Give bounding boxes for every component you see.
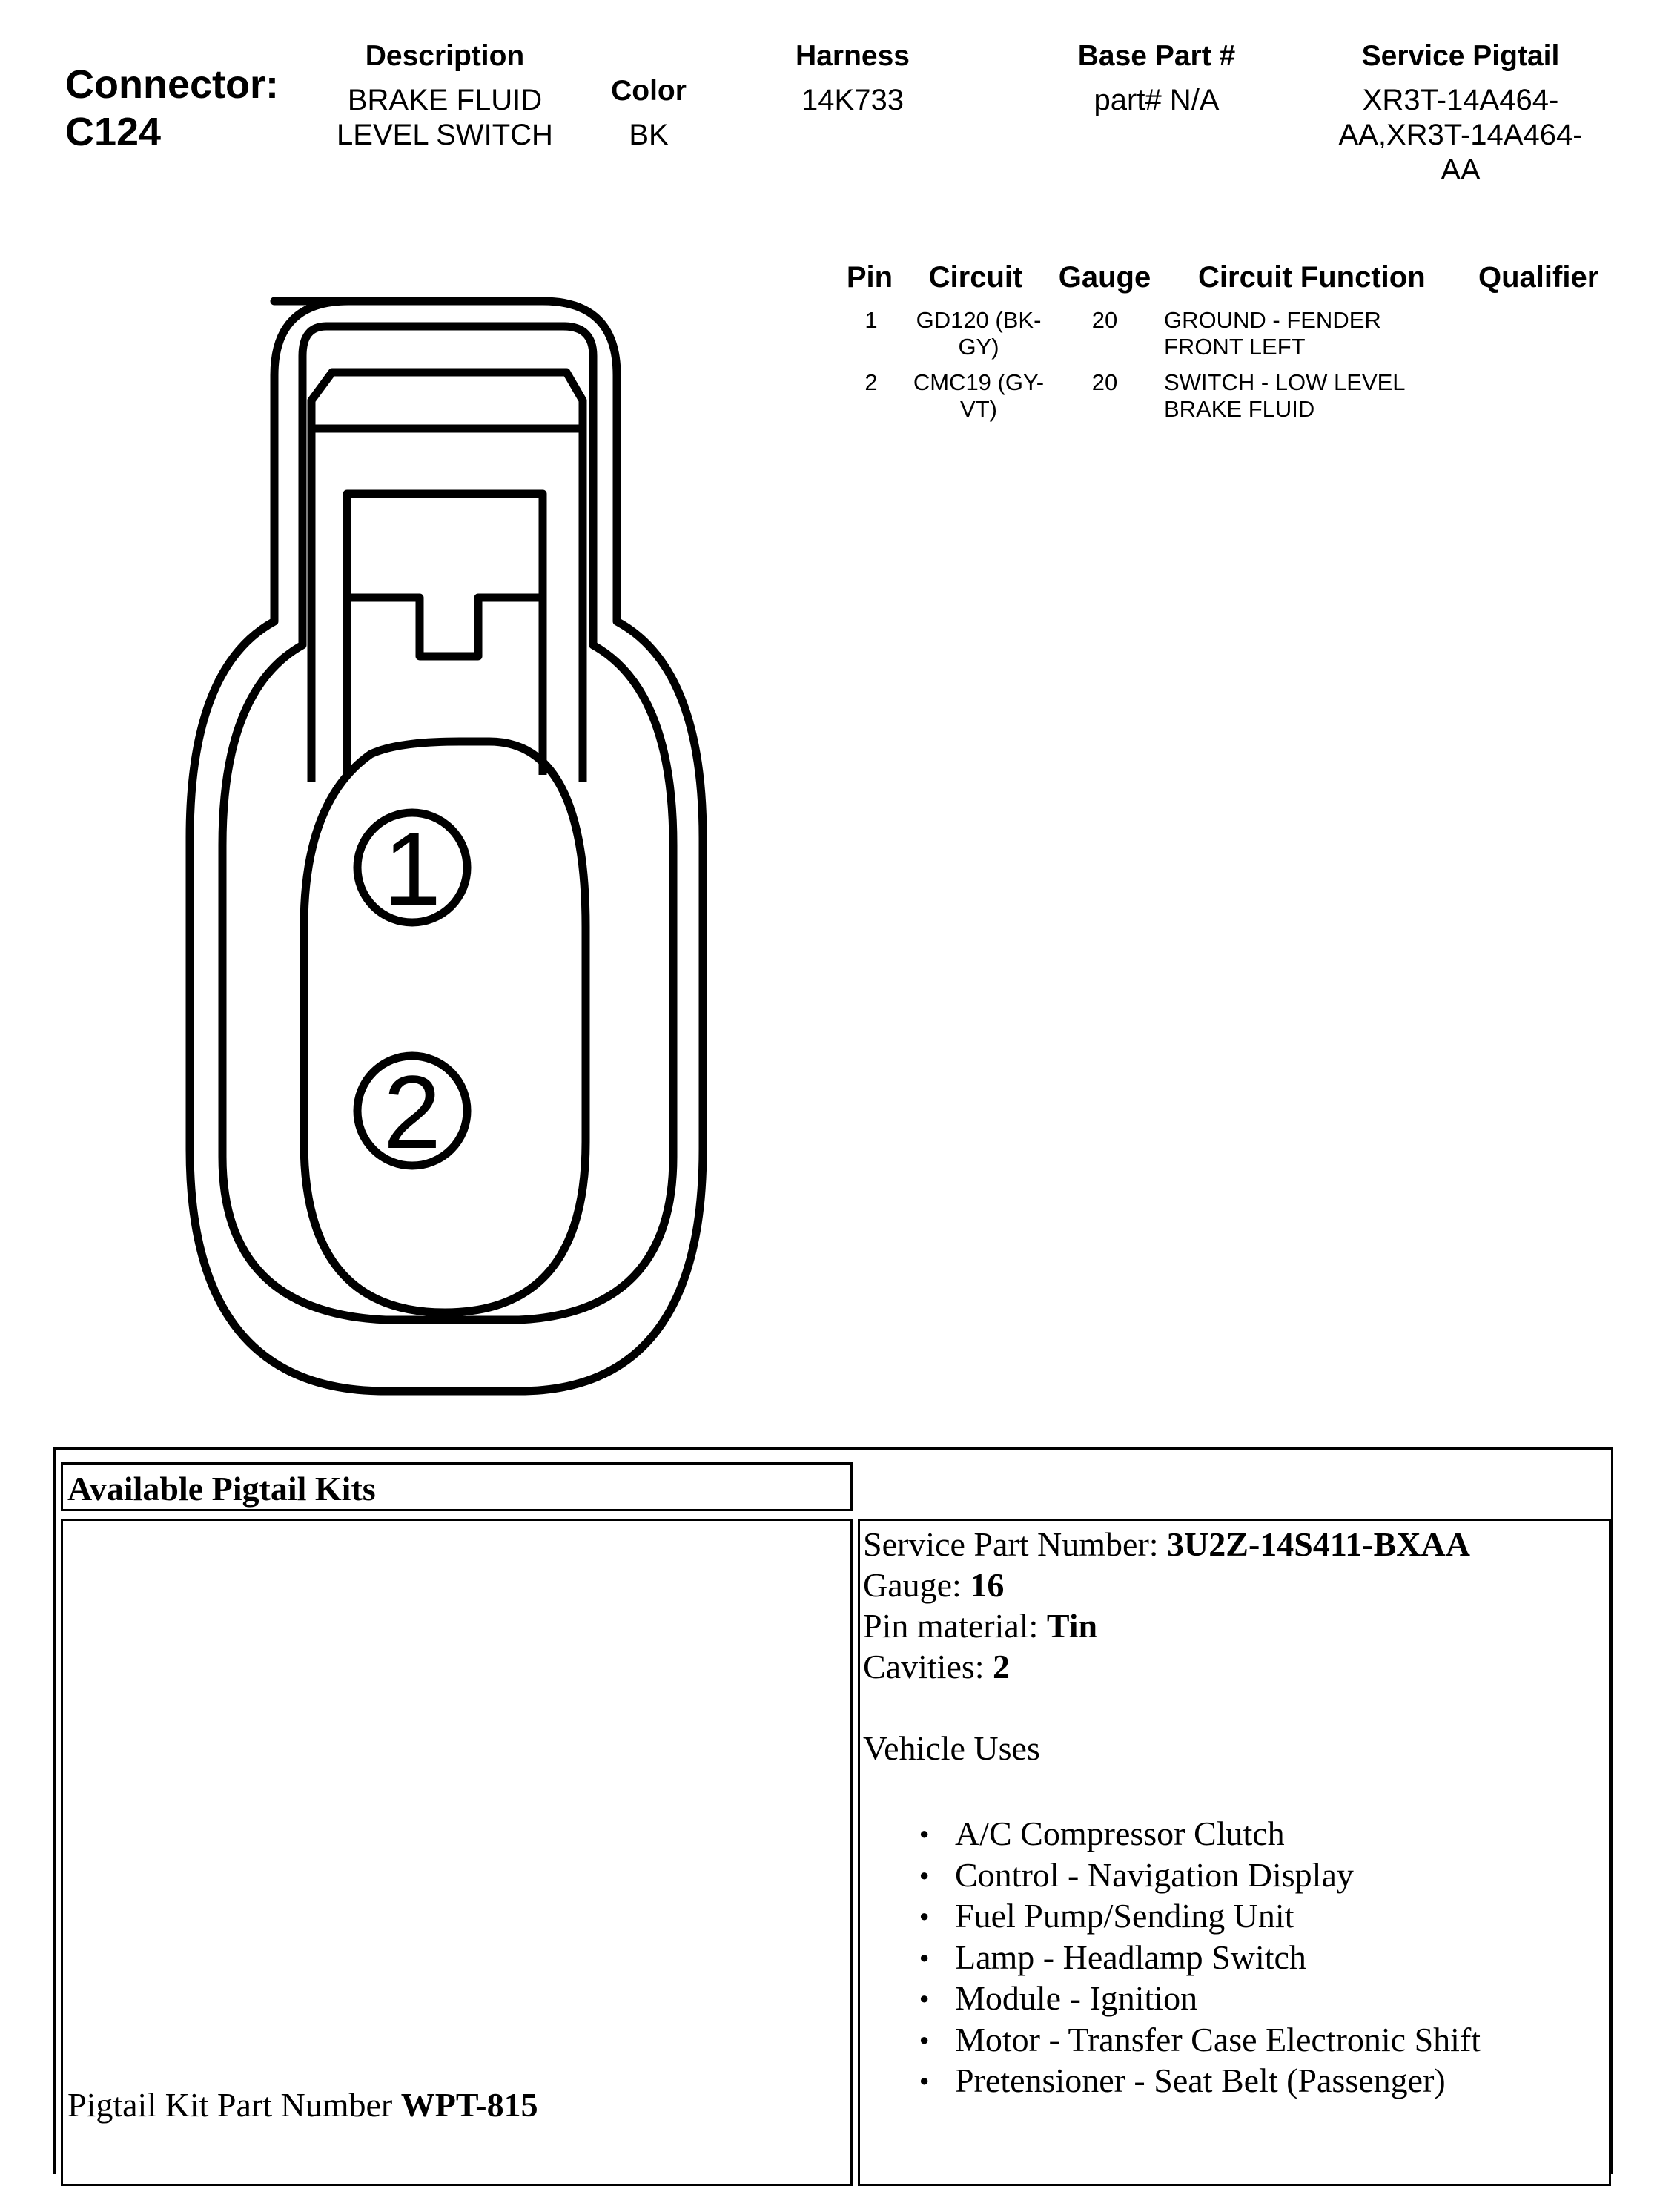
service-pigtail-line: AA bbox=[1441, 153, 1481, 186]
gauge-header: Gauge bbox=[1058, 261, 1151, 294]
pin-row-2-pin: 2 bbox=[864, 369, 878, 395]
qualifier-header: Qualifier bbox=[1478, 261, 1599, 294]
list-item: ● Fuel Pump/Sending Unit bbox=[863, 1895, 1481, 1937]
pin-1-label: 1 bbox=[383, 810, 441, 927]
base-part-value: part# N/A bbox=[1094, 84, 1220, 116]
service-pigtail-line: XR3T-14A464- bbox=[1362, 84, 1559, 116]
kit-gauge-label: Gauge: bbox=[863, 1566, 962, 1604]
function-line: SWITCH - LOW LEVEL bbox=[1164, 369, 1406, 395]
connector-label: Connector: bbox=[65, 62, 279, 107]
service-part-label: Service Part Number: bbox=[863, 1525, 1159, 1563]
latch-tab bbox=[347, 598, 543, 656]
service-pigtail-line: AA,XR3T-14A464- bbox=[1338, 119, 1583, 151]
pigtail-kit-part-number bbox=[67, 2084, 538, 2125]
pin-material-value: Tin bbox=[1046, 1607, 1098, 1645]
pigtail-kits-title: Available Pigtail Kits bbox=[67, 1470, 376, 1508]
function-line: BRAKE FLUID bbox=[1164, 396, 1315, 422]
description-line: BRAKE FLUID bbox=[347, 84, 543, 116]
kit-part-label: Pigtail Kit Part Number bbox=[67, 2086, 393, 2124]
pin-row-2-function bbox=[1164, 369, 1406, 423]
harness-value: 14K733 bbox=[801, 84, 904, 116]
circuit-line: GD120 (BK- bbox=[916, 307, 1042, 333]
function-line: FRONT LEFT bbox=[1164, 334, 1306, 360]
circuit-header: Circuit bbox=[928, 261, 1023, 294]
pigtail-kit-details bbox=[863, 1524, 1481, 2101]
pin-row-1-gauge: 20 bbox=[1091, 307, 1118, 333]
vehicle-uses-label: Vehicle Uses bbox=[863, 1729, 1040, 1767]
circuit-function-header: Circuit Function bbox=[1198, 261, 1426, 294]
pigtail-kit-image-box bbox=[61, 1519, 853, 2186]
pin-material-label: Pin material: bbox=[863, 1607, 1039, 1645]
kit-part-value: WPT-815 bbox=[400, 2086, 538, 2124]
pin-header: Pin bbox=[846, 261, 893, 294]
pin-material bbox=[863, 1605, 1481, 1646]
pin-row-1-circuit bbox=[890, 307, 1068, 360]
housing-outer-outline bbox=[190, 301, 703, 1391]
description-header: Description bbox=[365, 40, 525, 72]
color-header: Color bbox=[611, 75, 687, 107]
description-line: LEVEL SWITCH bbox=[337, 119, 553, 151]
cavities-label: Cavities: bbox=[863, 1648, 985, 1685]
service-pigtail-value bbox=[1320, 83, 1601, 188]
color-value: BK bbox=[629, 119, 669, 151]
pin-row-1-pin: 1 bbox=[864, 307, 878, 333]
list-item: ● Motor - Transfer Case Electronic Shift bbox=[863, 2019, 1481, 2061]
circuit-line: CMC19 (GY- bbox=[913, 369, 1045, 395]
service-pigtail-header: Service Pigtail bbox=[1361, 40, 1560, 72]
list-item: ● A/C Compressor Clutch bbox=[863, 1813, 1481, 1855]
vehicle-uses-list bbox=[863, 1813, 1481, 2101]
connector-id: C124 bbox=[65, 110, 162, 154]
harness-header: Harness bbox=[796, 40, 910, 72]
service-part-number bbox=[863, 1524, 1481, 1565]
connector-face-diagram bbox=[0, 0, 741, 1409]
kit-gauge bbox=[863, 1565, 1481, 1605]
cavities bbox=[863, 1646, 1481, 1687]
pin-2-label: 2 bbox=[383, 1054, 441, 1170]
cavities-value: 2 bbox=[993, 1648, 1011, 1685]
list-item: ● Pretensioner - Seat Belt (Passenger) bbox=[863, 2060, 1481, 2101]
circuit-line: GY) bbox=[958, 334, 999, 360]
pigtail-kits-title-box bbox=[61, 1462, 853, 1511]
spacer bbox=[863, 1687, 1481, 1728]
list-item: ● Module - Ignition bbox=[863, 1978, 1481, 2019]
circuit-line: VT) bbox=[960, 396, 997, 422]
list-item: ● Lamp - Headlamp Switch bbox=[863, 1937, 1481, 1978]
function-line: GROUND - FENDER bbox=[1164, 307, 1381, 333]
pin-row-2-circuit bbox=[890, 369, 1068, 423]
spacer bbox=[863, 1769, 1481, 1813]
base-part-header: Base Part # bbox=[1077, 40, 1236, 72]
pin-row-2-gauge: 20 bbox=[1091, 369, 1118, 395]
kit-gauge-value: 16 bbox=[970, 1566, 1005, 1604]
service-part-value: 3U2Z-14S411-BXAA bbox=[1167, 1525, 1470, 1563]
pin-row-1-function bbox=[1164, 307, 1381, 360]
pigtail-kit-details-box bbox=[858, 1519, 1611, 2186]
list-item: ● Control - Navigation Display bbox=[863, 1855, 1481, 1896]
latch-window bbox=[347, 494, 543, 775]
